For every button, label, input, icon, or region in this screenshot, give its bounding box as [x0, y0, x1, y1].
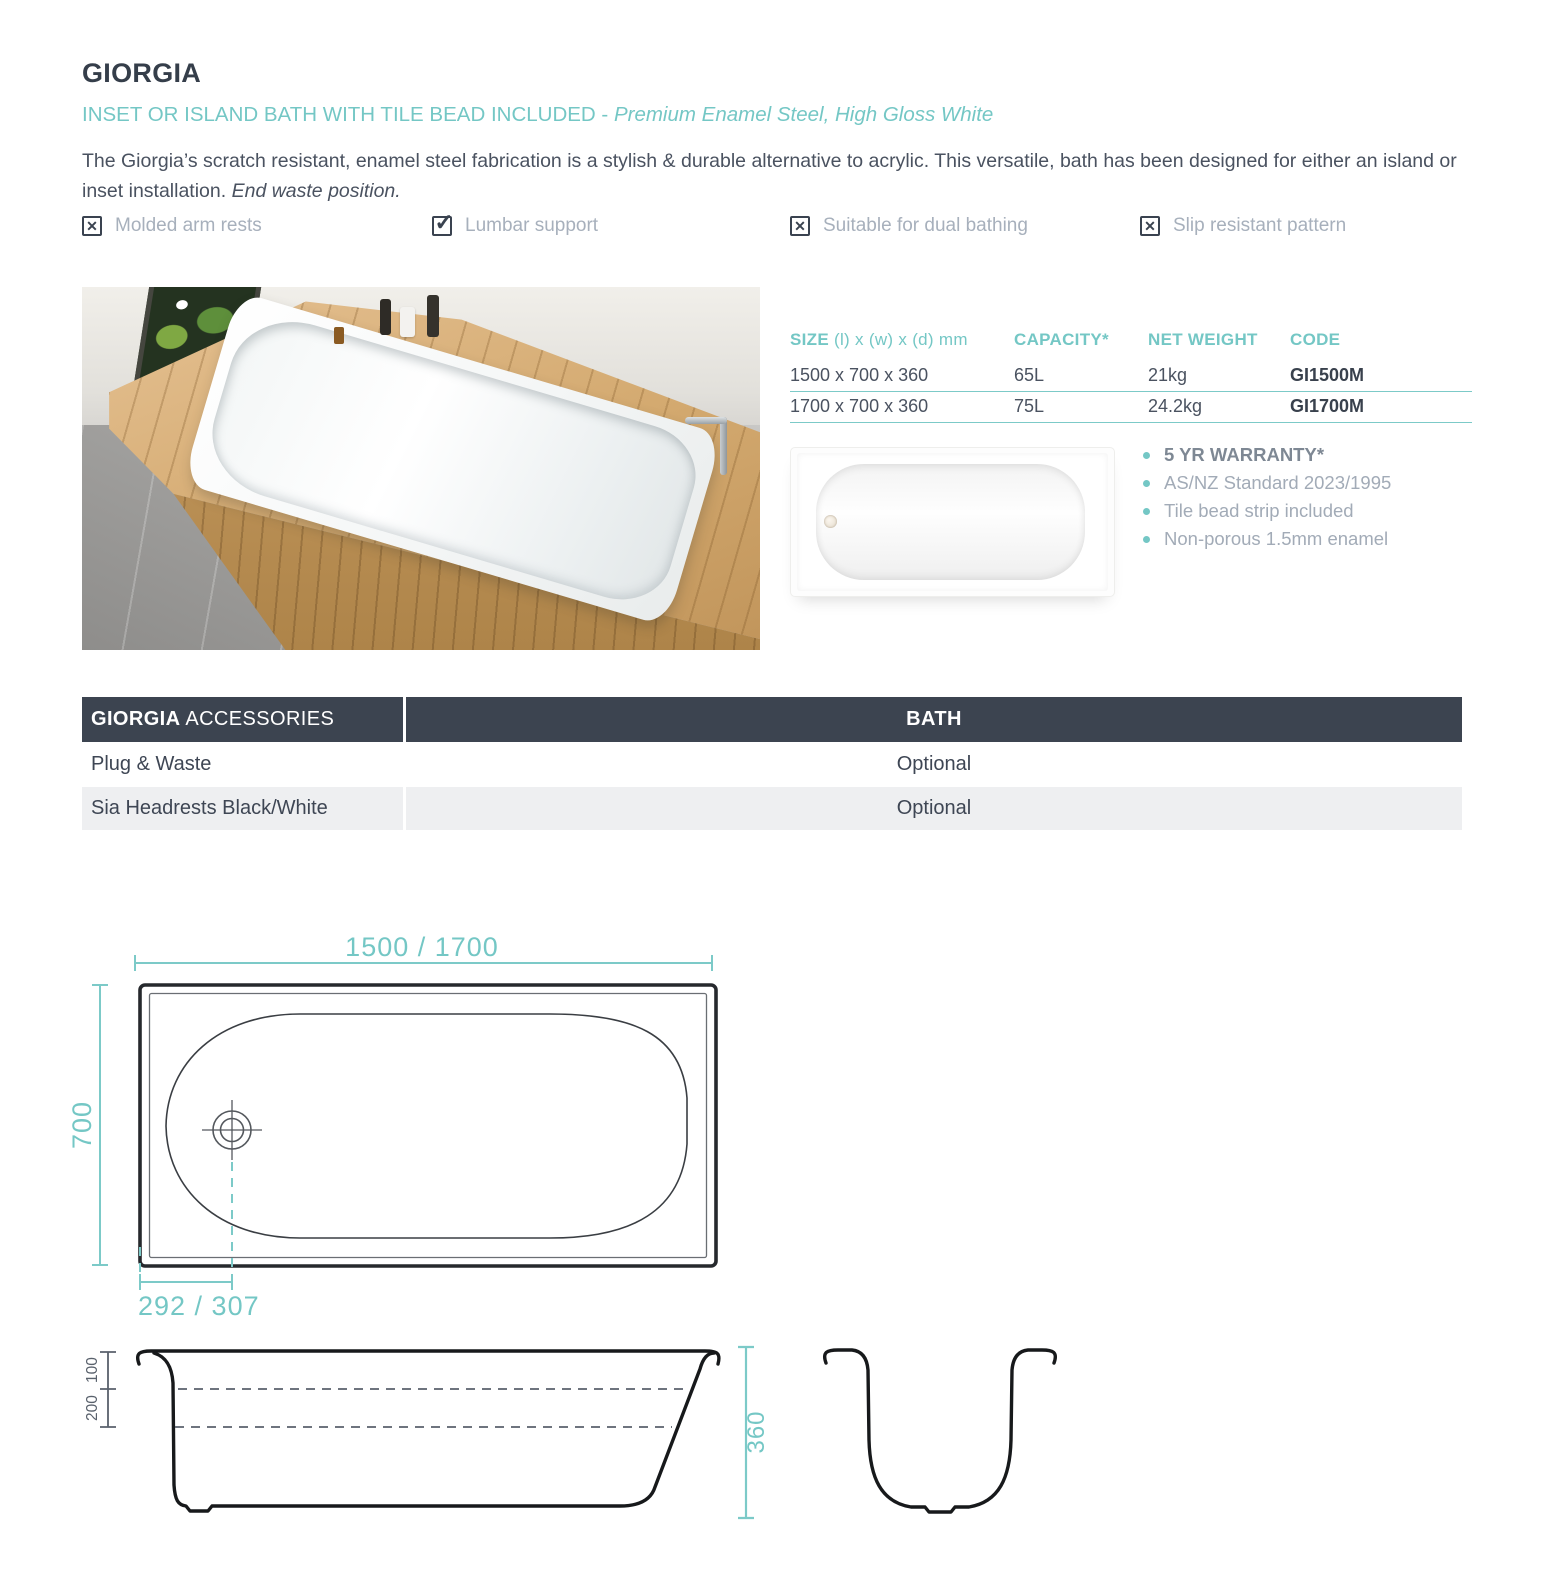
spec-cell-size: 1500 x 700 x 360 [790, 360, 1014, 391]
spec-header-code: CODE [1290, 330, 1341, 349]
feature-item-lumbar-support [432, 208, 599, 239]
side-view-drawing [60, 1325, 770, 1540]
dim-waste-offset-label: 292 / 307 [138, 1291, 260, 1321]
checkbox-x-icon: ✕ [790, 216, 810, 236]
checkbox-x-icon: ✕ [82, 216, 102, 236]
spec-row [790, 391, 1472, 422]
product-title: GIORGIA [82, 58, 202, 88]
photo-jar [334, 327, 344, 344]
feature-item-molded-arm-rests [82, 213, 262, 239]
top-view-drawing [60, 915, 760, 1325]
dim-depth2-label: 200 [84, 1395, 101, 1421]
accessories-row [82, 787, 1462, 830]
spec-cell-code: GI1700M [1290, 391, 1472, 422]
spec-cell-code: GI1500M [1290, 360, 1472, 391]
accessory-name: Plug & Waste [82, 742, 403, 787]
dim-width-label: 700 [67, 1100, 97, 1150]
subtitle-material: Premium Enamel Steel, High Gloss White [613, 103, 994, 126]
feature-label: Slip resistant pattern [1173, 215, 1347, 236]
end-profile [825, 1350, 1056, 1512]
spec-table [790, 330, 1472, 423]
accessories-row [82, 742, 1462, 787]
dim-depth-line [100, 1352, 116, 1427]
side-rim [138, 1351, 719, 1364]
accessory-value: Optional [406, 742, 1462, 787]
photo-bottle [427, 295, 439, 337]
photo-bottle [400, 307, 415, 337]
accessories-table [82, 697, 1462, 830]
photo-bottle [380, 299, 391, 335]
subtitle-text: INSET OR ISLAND BATH WITH TILE BEAD INCLUDED - [82, 103, 614, 126]
checkbox-x-icon: ✕ [1140, 216, 1160, 236]
end-view-drawing [800, 1325, 1060, 1540]
spec-header-net-weight: NET WEIGHT [1148, 330, 1258, 349]
spec-header-capacity: CAPACITY* [1014, 330, 1109, 349]
dim-length-label: 1500 / 1700 [345, 932, 499, 962]
product-photo [82, 287, 760, 650]
spec-cell-capacity: 75L [1014, 391, 1148, 422]
spec-header-size: SIZE (l) x (w) x (d) mm [790, 330, 968, 349]
spec-cell-weight: 24.2kg [1148, 391, 1290, 422]
water-level-lines [175, 1389, 686, 1427]
product-description [82, 146, 1474, 206]
spec-cell-capacity: 65L [1014, 360, 1148, 391]
spec-bullets [1140, 441, 1485, 553]
feature-label: Suitable for dual bathing [823, 215, 1028, 236]
bullet-enamel: Non-porous 1.5mm enamel [1140, 525, 1485, 553]
spec-cell-weight: 21kg [1148, 360, 1290, 391]
tub-outline [166, 1014, 687, 1238]
description-waste-note: End waste position. [231, 180, 401, 202]
side-profile [154, 1353, 714, 1511]
photo-faucet [685, 417, 727, 475]
accessory-name: Sia Headrests Black/White [82, 787, 403, 830]
accessories-header [82, 697, 1462, 742]
dim-total-depth-label: 360 [743, 1410, 770, 1454]
spec-row [790, 360, 1472, 391]
spec-cell-size: 1700 x 700 x 360 [790, 391, 1014, 422]
feature-label: Lumbar support [465, 215, 599, 236]
bath-thumbnail [790, 447, 1115, 597]
dim-depth1-label: 100 [84, 1357, 101, 1383]
product-subtitle [82, 103, 993, 127]
description-text: The Giorgia’s scratch resistant, enamel steel fabrication is a stylish & durable alternative to acrylic. This versatile, bath has been designed for either an island or inset installation. [82, 150, 1457, 202]
thumbnail-drain [824, 515, 837, 528]
feature-label: Molded arm rests [115, 215, 262, 236]
accessories-header-bath: BATH [406, 697, 1462, 742]
dim-offset-line [140, 1274, 232, 1290]
bullet-standard: AS/NZ Standard 2023/1995 [1140, 469, 1485, 497]
accessory-value: Optional [406, 787, 1462, 830]
checkbox-check-icon: ✓ [432, 216, 452, 236]
bullet-tile-bead: Tile bead strip included [1140, 497, 1485, 525]
feature-item-dual-bathing [790, 213, 1028, 239]
accessories-header-title: GIORGIA ACCESSORIES [82, 697, 403, 742]
bullet-warranty: 5 YR WARRANTY* [1140, 441, 1485, 469]
feature-item-slip-resistant [1140, 213, 1346, 239]
